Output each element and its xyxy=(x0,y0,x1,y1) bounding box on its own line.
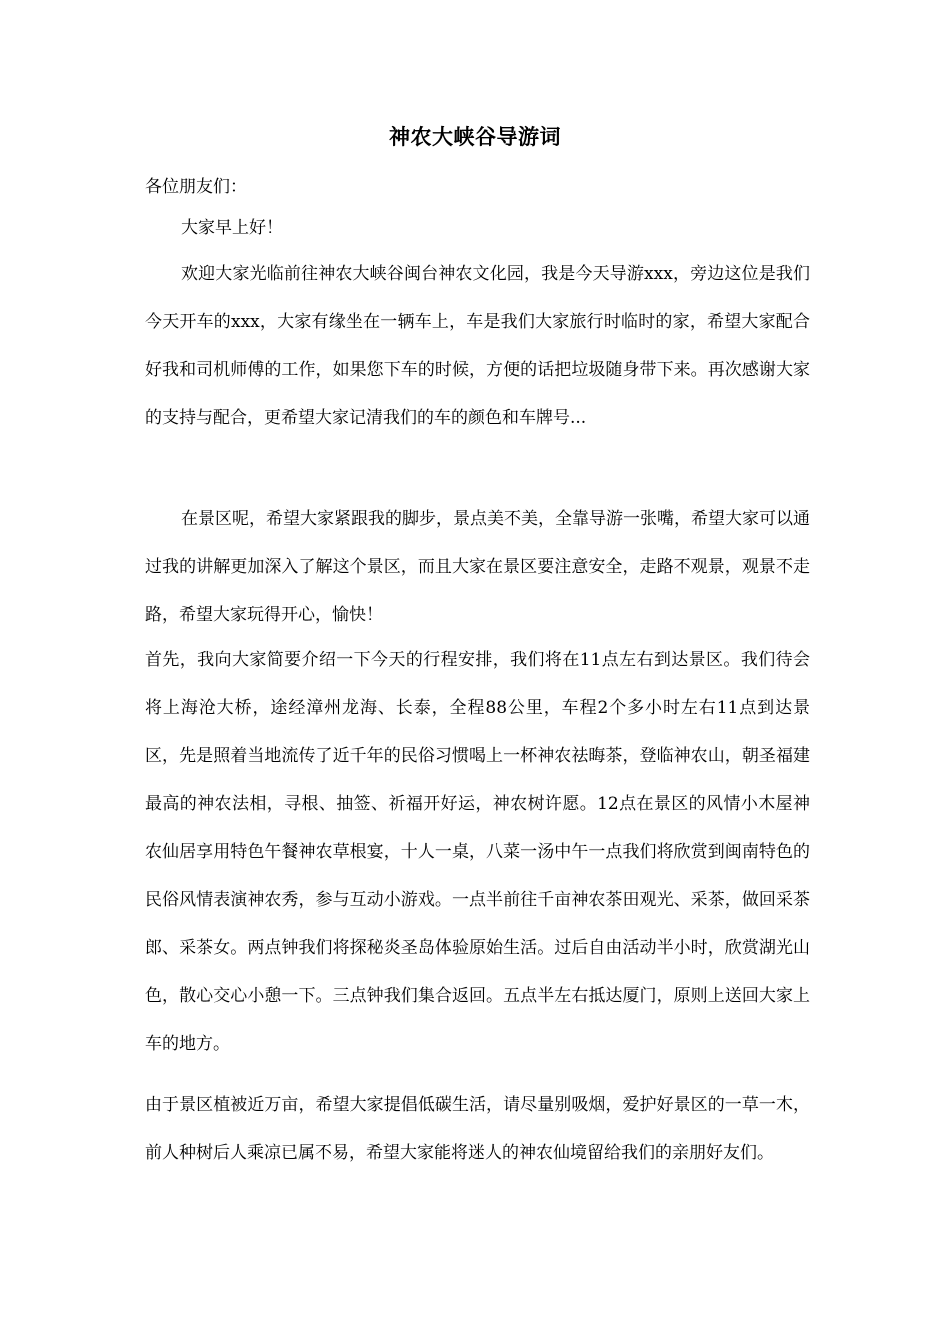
welcome-paragraph: 欢迎大家光临前往神农大峡谷闽台神农文化园，我是今天导游xxx，旁边这位是我们今天开车的xxx，大家有缘坐在一辆车上，车是我们大家旅行时临时的家，希望大家配合好我和司机师傅的工作，如果您下车的时候，方便的话把垃圾随身带下来。再次感谢大家的支持与配合，更希望大家记清我们的车的颜色和车牌号... xyxy=(145,264,810,428)
morning-greeting-paragraph: 大家早上好！ xyxy=(181,218,283,238)
environment-paragraph: 由于景区植被近万亩，希望大家提倡低碳生活，请尽量别吸烟，爱护好景区的一草一木，前人种树后人乘凉已属不易，希望大家能将迷人的神农仙境留给我们的亲朋好友们。 xyxy=(145,1095,810,1163)
document-title: 神农大峡谷导游词 xyxy=(389,124,561,149)
scenic-area-paragraph: 在景区呢，希望大家紧跟我的脚步，景点美不美，全靠导游一张嘴，希望大家可以通过我的讲解更加深入了解这个景区，而且大家在景区要注意安全，走路不观景，观景不走路，希望大家玩得开心，愉快！ xyxy=(145,509,810,625)
greeting-paragraph: 各位朋友们： xyxy=(145,177,247,197)
itinerary-paragraph: 首先，我向大家简要介绍一下今天的行程安排，我们将在11点左右到达景区。我们待会将上海沧大桥，途经漳州龙海、长泰，全程88公里，车程2个多小时左右11点到达景区，先是照着当地流传了近千年的民俗习惯喝上一杯神农祛晦茶，登临神农山，朝圣福建最高的神农法相，寻根、抽签、祈福开好运，神农树许愿。12点在景区的风情小木屋神农仙居享用特色午餐神农草根宴，十人一桌，八菜一汤中午一点我们将欣赏到闽南特色的民俗风情表演神农秀，参与互动小游戏。一点半前往千亩神农茶田观光、采茶，做回采茶郎、采茶女。两点钟我们将探秘炎圣岛体验原始生活。过后自由活动半小时，欣赏湖光山色，散心交心小憩一下。三点钟我们集合返回。五点半左右抵达厦门，原则上送回大家上车的地方。 xyxy=(145,650,810,1054)
